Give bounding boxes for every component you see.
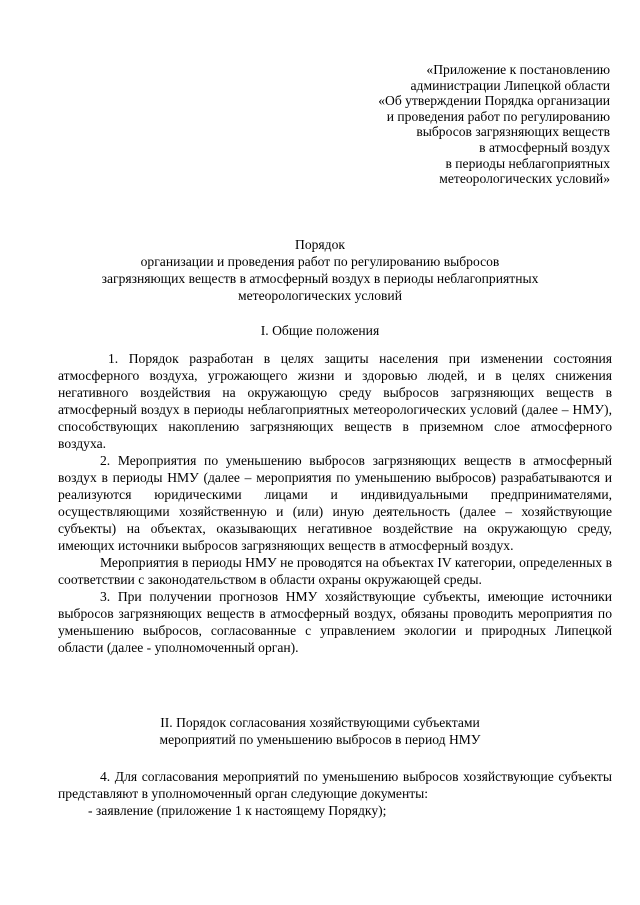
- paragraph: 3. При получении прогнозов НМУ хозяйствующие субъекты, имеющие источники выбросов загрязняющих веществ в атмосферный воздух, обязаны проводить мероприятия по уменьшению выбросов, согласованные с управлением экологии и природных Липецкой области (далее - уполномоченный орган).: [58, 589, 612, 655]
- appendix-note: [310, 62, 610, 187]
- document-title: [30, 236, 610, 304]
- title-subtitle-line: организации и проведения работ по регулированию выбросов: [140, 254, 500, 269]
- paragraph: 4. Для согласования мероприятий по уменьшению выбросов хозяйствующие субъекты представляют в уполномоченный орган следующие документы:: [58, 769, 612, 801]
- appendix-line: «Приложение к постановлению: [426, 62, 610, 77]
- section-2-heading-line: II. Порядок согласования хозяйствующими субъектами: [160, 715, 480, 730]
- appendix-line: «Об утверждении Порядка организации: [378, 93, 610, 109]
- appendix-line: метеорологических условий»: [439, 171, 610, 187]
- paragraph: 2. Мероприятия по уменьшению выбросов загрязняющих веществ в атмосферный воздух в периоды НМУ (далее – мероприятия по уменьшению выбросов) разрабатываются и реализуются юридическими лицами и индивидуальными предпринимателями, осуществляющими хозяйственную и (или) иную деятельность (далее – хозяйствующие субъекты) на объектах, оказывающих негативное воздействие на окружающую среду, имеющих источники выбросов загрязняющих веществ в атмосферный воздух.: [58, 453, 612, 553]
- list-item: - заявление (приложение 1 к настоящему Порядку);: [88, 803, 387, 818]
- section-2-heading: [30, 714, 610, 748]
- appendix-line: и проведения работ по регулированию: [386, 108, 610, 124]
- paragraph: 1. Порядок разработан в целях защиты населения при изменении состояния атмосферного воздуха, угрожающего жизни и здоровью людей, и в целях снижения негативного воздействия на окружающую среду выбросов загрязняющих веществ в атмосферный воздух в периоды неблагоприятных метеорологических условий (далее – НМУ), способствующих накоплению загрязняющих веществ в приземном слое атмосферного воздуха.: [58, 351, 612, 451]
- title-subtitle-line: загрязняющих веществ в атмосферный воздух в периоды неблагоприятных: [101, 271, 539, 286]
- section-2-heading-line: мероприятий по уменьшению выбросов в период НМУ: [159, 732, 481, 747]
- paragraph: Мероприятия в периоды НМУ не проводятся на объектах IV категории, определенных в соответствии с законодательством в области охраны окружающей среды.: [58, 555, 612, 587]
- appendix-line: в периоды неблагоприятных: [445, 155, 610, 171]
- appendix-line: в атмосферный воздух: [479, 139, 610, 155]
- section-1-heading: I. Общие положения: [260, 323, 380, 338]
- appendix-line: администрации Липецкой области: [410, 77, 610, 93]
- section-2-body: [58, 768, 612, 819]
- title-heading: Порядок: [295, 237, 345, 252]
- section-1-body: [58, 350, 612, 656]
- title-subtitle-line: метеорологических условий: [238, 288, 402, 303]
- appendix-line: выбросов загрязняющих веществ: [416, 124, 610, 140]
